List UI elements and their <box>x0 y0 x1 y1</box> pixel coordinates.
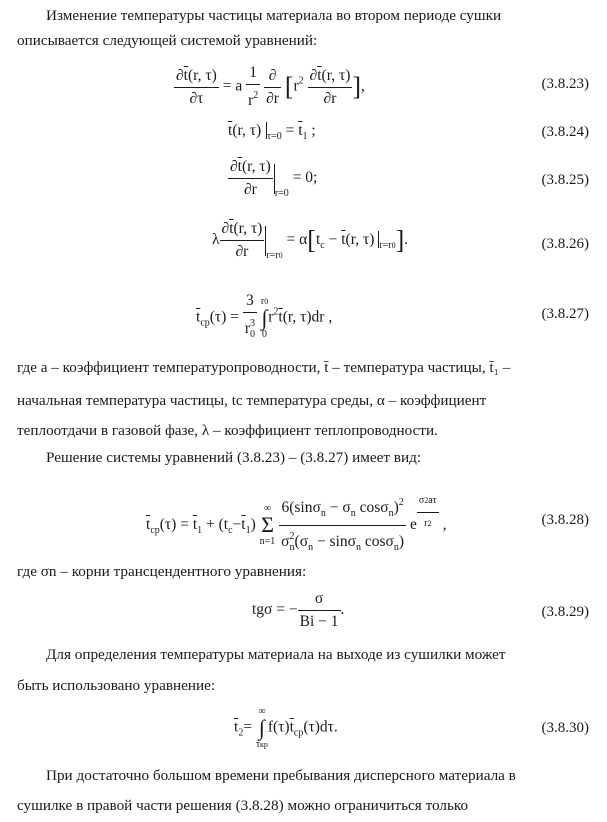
equation-number: (3.8.25) <box>541 172 589 188</box>
paragraph-line: быть использовано уравнение: <box>17 677 216 694</box>
equation-body: $\frac{\partial\overline{t}(r, \tau)}{\partial r}$ $_{r=0}$ = 0; <box>230 158 318 200</box>
equation-body: λ $\frac{\partial\overline{t}(r, \tau)}{\partial r}$ $_{r=r0} = \alpha[t_c - \overline{t}(r$, τ) $_{r=r0}$]. <box>212 220 409 262</box>
equation-body: $\overline{t}_{cp}(\tau)$ = $\frac{3}{r^3_0}$ r0 ∫ $0r^2\overline{t}(r$, τ)dr , <box>196 292 333 340</box>
paragraph-line: При достаточно большом времени пребывания дисперсного материала в <box>46 767 516 784</box>
equation-number: (3.8.28) <box>541 512 589 528</box>
paragraph-line: Для определения температуры материала на выходе из сушилки может <box>46 646 506 663</box>
equation-body: $\overline{t}_{cp}(\tau) = \overline{t}_1 + (t_c-\overline{t}_1)$ ∞ Σ n=1 $\frac{6(\sin\sigma_n - \sigma_n \cos\sigma_n)^2}{\sigma^2_n(\sigma_n - \sin\sigma_n \cos\sigma_n)}$ e $\frac{\sigma 2a\tau}{r2}$ , <box>146 492 446 557</box>
equation-number: (3.8.30) <box>541 720 589 736</box>
paragraph-line: где σn – корни трансцендентного уравнения: <box>17 563 307 580</box>
paragraph-line: Решение системы уравнений (3.8.23) – (3.8.27) имеет вид: <box>46 449 422 466</box>
equation-3-8-27 <box>0 286 607 346</box>
equation-number: (3.8.24) <box>541 124 589 140</box>
equation-3-8-24 <box>0 120 607 146</box>
equation-3-8-26 <box>0 218 607 272</box>
paragraph-line: Изменение температуры частицы материала во втором периоде сушки <box>46 7 502 24</box>
equation-body: $\overline{t}(r$, τ) $_{\tau=0} = \overline{t}_1$ ; <box>228 122 316 142</box>
paragraph-line: где a – коэффициент температуропроводности, t̄ – температура частицы, t̄₁ – <box>17 359 511 376</box>
equation-number: (3.8.23) <box>541 76 589 92</box>
paragraph-line: теплоотдачи в газовой фазе, λ – коэффициент теплопроводности. <box>17 422 438 439</box>
equation-3-8-29 <box>0 588 607 636</box>
equation-number: (3.8.29) <box>541 604 589 620</box>
paragraph-line: описывается следующей системой уравнений: <box>17 32 318 49</box>
equation-number: (3.8.27) <box>541 306 589 322</box>
equation-body: tgσ = − $\frac{\sigma}{Bi - 1}$ . <box>252 590 345 630</box>
equation-3-8-28 <box>0 486 607 554</box>
equation-number: (3.8.26) <box>541 236 589 252</box>
paragraph-line: сушилке в правой части решения (3.8.28) можно ограничиться только <box>17 797 469 814</box>
equation-body: $\overline{t}_2=$ ∞ ∫ $\tau крf(\tau)\overline{t}_{cp}(\tau)d\tau$. <box>234 706 338 750</box>
equation-3-8-25 <box>0 156 607 206</box>
equation-3-8-30 <box>0 700 607 756</box>
equation-body: $\frac{\partial\overline{t}(r, \tau)}{\partial\tau}$ = a $\frac{1}{r^2}$ $\frac{\partial}{\partial r}$ [$r^2$ $\frac{\partial\overline{t}(r, \tau)}{\partial r}$ ], <box>176 64 365 109</box>
equation-3-8-23 <box>0 62 607 112</box>
paragraph-line: начальная температура частицы, tc температура среды, α – коэффициент <box>17 392 487 409</box>
